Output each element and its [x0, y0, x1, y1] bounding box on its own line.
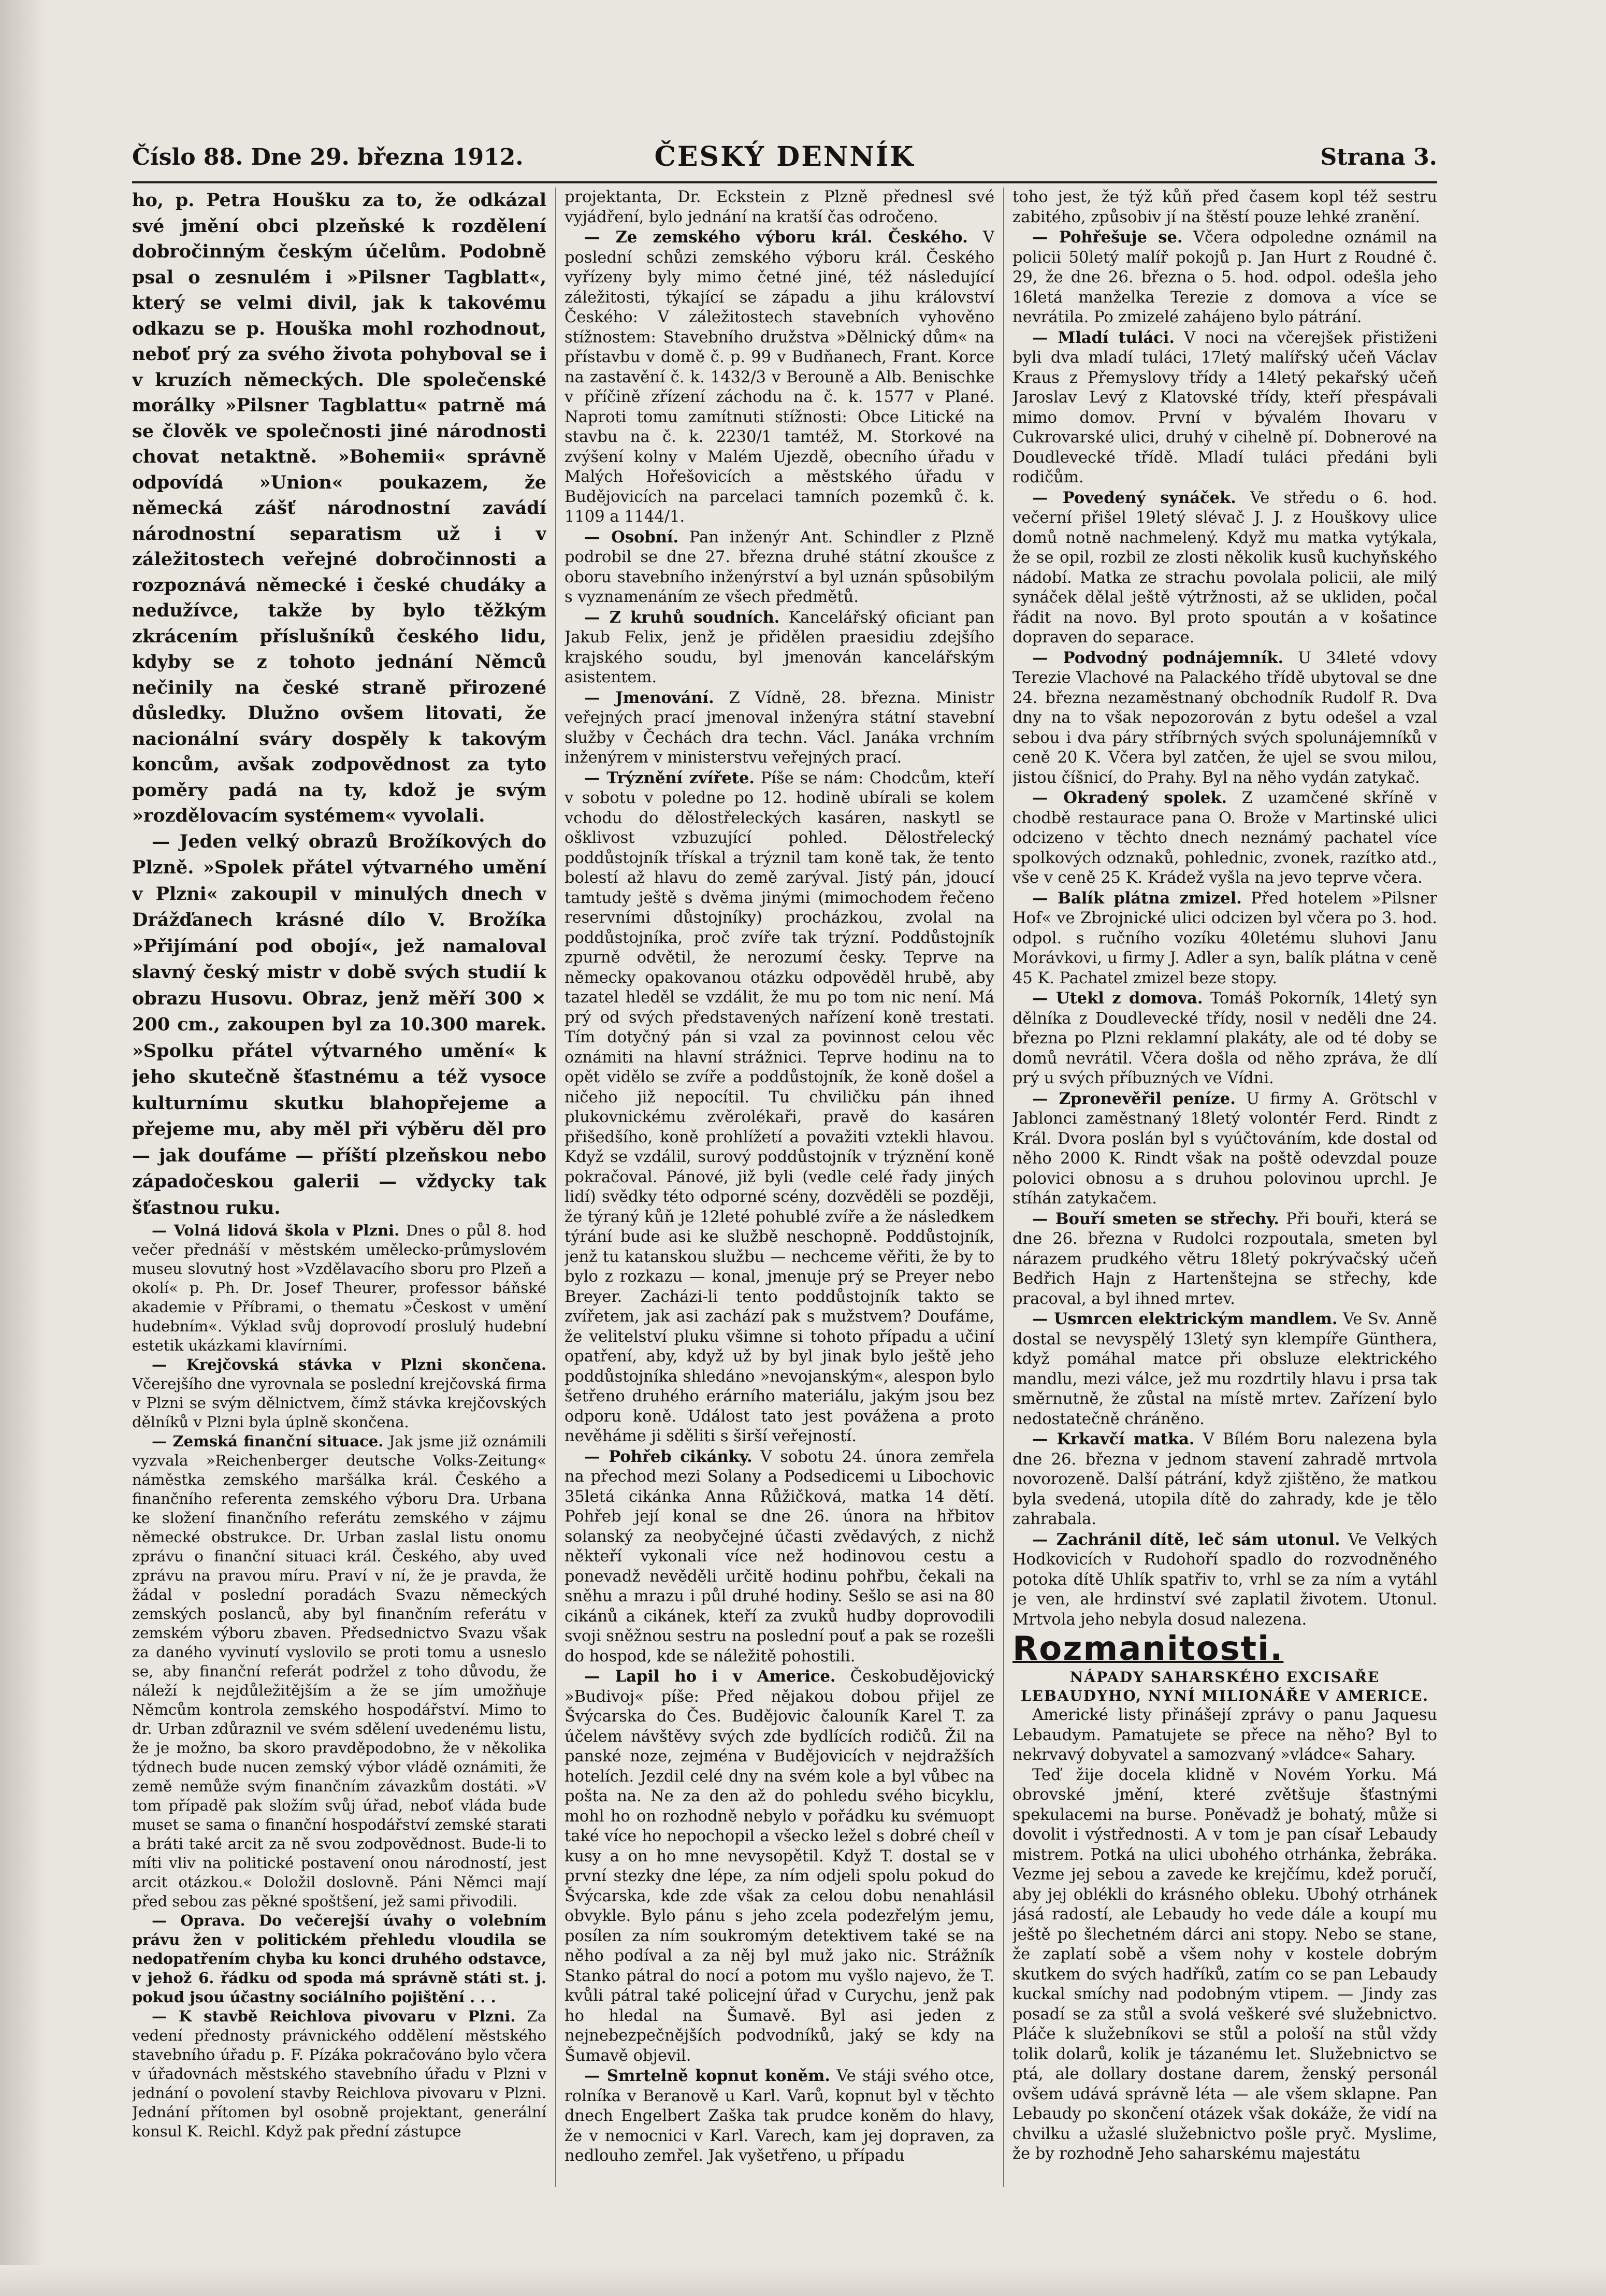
article-paragraph: — Pohřeb cikánky. V sobotu 24. února zemřela na přechod mezi Solany a Podsedicemi u Libochovic 35letá cikánka Anna Růžičková, matka 14 dětí. Pohřeb její konal se dne 26. února na hřbitov solanský za neobyčejné účasti zvědavých, z nichž někteří vykonali více než hodinovou cestu a ponevadž nevěděli určitě hodinu pohřbu, čekali na sněhu a mrazu i půl druhé hodiny. Sešlo se asi na 80 cikánů a cikánek, kteří za zvuků hudby doprovodili svoji sněžnou sestru na poslední pouť a pak se rozešli do hospod, kde se náležitě pohostili. — [565, 1447, 994, 1666]
article-lead: — Jeden velký obrazů Brožíkových do Plzně. — [132, 830, 546, 878]
article-lead: — Ze zemského výboru král. Českého. — [584, 228, 968, 247]
article-lead: — Usmrcen elektrickým mandlem. — [1032, 1310, 1338, 1328]
article-lead: — Lapil ho i v Americe. — [584, 1667, 836, 1686]
article-lead: — Pohřešuje se. — [1032, 228, 1183, 247]
article-paragraph: — Volná lidová škola v Plzni. Dnes o půl 8. hod večer přednáší v městském umělecko-průmyslovém museu slovutný host »Vzdělavacího sboru pro Plzeň a okolí« p. Ph. Dr. Josef Theurer, professor báňské akademie v Příbrami, o thematu »Českost v umění hudebním«. Výklad svůj doprovodí proslulý hudební estetik ukázkami klavírními. — [132, 1222, 546, 1354]
article-paragraph: ho, p. Petra Houšku za to, že odkázal své jmění obci plzeňské k rozdělení dobročinným českým účelům. Podobně psal o zesnulém i »Pilsner Tagblatt«, který se velmi divil, jak k takovému odkazu se p. Houška mohl rozhodnout, neboť prý za svého života pohyboval se i v kruzích německých. Dle společenské morálky »Pilsner Tagblattu« patrně má se člověk ve společnosti jiné národnosti chovat netaktně. »Bohemii« správně odpovídá »Union« poukazem, že německá zášť národnostní zavádí národnostní separatism už i v záležitostech veřejné dobročinnosti a rozpoznává německé i české chudáky a nedužívce, takže by bylo těžkým zkrácením příslušníků českého lidu, kdyby se z tohoto jednání Němců nečinily na české straně přirozené důsledky. Dlužno ovšem litovati, že nacionální sváry dospěly k takovým koncům, avšak zodpovědnost za tyto poměry padá na ty, kdož je svým »rozdělovacím systémem« vyvolali. — [132, 190, 546, 826]
article-paragraph: — Jmenování. Z Vídně, 28. března. Ministr veřejných prací jmenoval inženýra státní stavební služby v Čechách dra techn. Václ. Janáka vrchním inženýrem v ministerstvu veřejných prací. — [565, 688, 994, 767]
article-lead: — Zemská finanční situace. — [152, 1432, 384, 1450]
column-divider — [1003, 188, 1004, 2187]
article-paragraph: — Okradený spolek. Z uzamčené skříně v chodbě restaurace pana O. Brože v Martinské ulici odcizeno v těchto dnech neznámý pachatel více spolkových odznaků, pohlednic, zvonek, razítko atd., vše v ceně 25 K. Krádež vyšla na jevo teprve včera. — [1012, 788, 1437, 887]
article-paragraph: — Trýznění zvířete. Píše se nám: Chodcům, kteří v sobotu v poledne po 12. hodině ubírali se kolem vchodu do dělostřeleckých kasáren, naskytl se ošklivost vzbuzující pohled. Dělostřelecký poddůstojník třískal a trýznil tam koně tak, že tento bolestí až hlavu do země zarýval. Jistý pán, jdoucí tamtudy ještě s dvěma jinými (mimochodem řečeno reservními důstojníky) procházkou, zvolal na poddůstojníka, proč zvíře tak trýzní. Poddůstojník zpurně odvětil, že nerozumí česky. Teprve na německy opakovanou otázku odpověděl hrubě, aby tazatel hleděl se vzdálit, že mu po tom nic není. Má prý od svých představených nařízení koně trestati. Tím dotyčný pán si vzal za povinnost celou věc oznámiti na hlavní strážnici. Teprve hodinu na to opět vidělo se zvíře a poddůstojník, že koně došel a ničeho již nepocítil. Tu chviličku pán ihned plukovnickému zvěrolékaři, pravě do kasáren přišedšího, koně prohlížetí a považiti vztekli hlavou. Když se vzdálil, surový poddůstojník v trýznění koně pokračoval. Pánové, již byli (vedle celé řady jiných lidí) svědky této odporné scény, dozvěděli se později, že týraný kůň je 12leté pohublé zvíře a že následkem týrání bude asi ke službě neschopně. Poddůstojník, jenž tu katanskou službu — nechceme věřiti, že by to bylo z rozkazu — konal, jmenuje prý se Preyer nebo Breyer. Zacházi-li tento poddůstojník takto se zvířetem, jak asi zachází pak s mužstvem? Doufáme, že velitelství pluku všimne si tohoto případu a učiní opatření, aby, když už by byl jinak bylo ještě jeho poddůstojníka shledáno »nevojanským«, alespon bylo šetřeno druhého erárního materiálu, jakým jsou bez odporu koně. Událost tato jest povážena a proto nevěháme ji sděliti s širší veřejností. — [565, 768, 994, 1445]
article-headline: NÁPADY SAHARSKÉHO EXCISAŘE LEBAUDYHO, NYNÍ MILIONÁŘE V AMERICE. — [1020, 1669, 1429, 1704]
article-paragraph: — Zachránil dítě, leč sám utonul. Ve Velkých Hodkovicích v Rudohoří spadlo do rozvodněného potoka dítě Uhlík spatřiv to, vrhl se za ním a vytáhl je ven, ale hrdinství své zaplatil životem. Utonul. Mrtvola jeho nebyla dosud nalezena. — [1012, 1530, 1437, 1629]
scan-edge — [0, 0, 47, 2296]
column-divider — [555, 188, 556, 2187]
article-paragraph: — Bouří smeten se střechy. Při bouři, která se dne 26. března v Rudolci rozpoutala, smeten byl nárazem prudkého větru 18letý pokrývačský učeň Bedřich Hajn z Hartenštejna se střechy, kde pracoval, a byl ihned mrtev. — [1012, 1209, 1437, 1308]
article-paragraph: — Z kruhů soudních. Kancelářský oficiant pan Jakub Felix, jenž je přidělen praesidiu zdejšího krajského soudu, byl jmenován kancelářským asistentem. — [565, 608, 994, 686]
article-paragraph: — Balík plátna zmizel. Před hotelem »Pilsner Hof« ve Zbrojnické ulici odcizen byl včera po 3. hod. odpol. s ručního vozíku 40letému sluhovi Janu Morávkovi, u firmy J. Adler a syn, balík plátna v ceně 45 K. Pachatel zmizel beze stopy. — [1012, 888, 1437, 987]
article-paragraph: — Zpronevěřil peníze. U firmy A. Grötschl v Jablonci zaměstnaný 18letý volontér Ferd. Rindt z Král. Dvora poslán byl s vyúčtováním, kde dostal od něho 2000 K. Rindt však na poště odevzdal pouze polovici obnosu a s druhou polovinou uprchl. Je stíhán zatykačem. — [1012, 1089, 1437, 1208]
article-lead: — Utekl z domova. — [1032, 989, 1203, 1008]
article-lead: — Bouří smeten se střechy. — [1032, 1209, 1279, 1228]
article-paragraph: — Krejčovská stávka v Plzni skončena. Včerejšího dne vyrovnala se poslední krejčovská firma v Plzni se svým dělnictvem, čímž stávka krejčovských dělníků v Plzni byla úplně skončena. — [132, 1356, 546, 1431]
article-paragraph: — Jeden velký obrazů Brožíkových do Plzně. »Spolek přátel výtvarného umění v Plzni« zakoupil v minulých dnech v Drážďanech krásné dílo V. Brožíka »Přijímání pod obojí«, jež namaloval slavný český mistr v době svých studií k obrazu Husovu. Obraz, jenž měří 300 × 200 cm., zakoupen byl za 10.300 marek. »Spolku přátel výtvarného umění« k jeho skutečně šťastnému a též vysoce kulturnímu skutku blahopřejeme a přejeme mu, aby měl při výběru děl pro — jak doufáme — příští plzeňskou nebo západočeskou galerii — vždycky tak šťastnou ruku. — [132, 830, 546, 1218]
newspaper-title: ČESKÝ DENNÍK — [654, 141, 915, 173]
article-paragraph: — Lapil ho i v Americe. Českobudějovický »Budivoj« píše: Před nějakou dobou přijel ze Švýcarska do Čes. Budějovic čalouník Karel T. za účelem návštěvy svých zde bydlících rodičů. Žil na panské noze, zejména v Budějovicích v nejdražších hotelích. Jezdil celé dny na svém kole a byl vůbec na pošta na. Ne za den až do pohledu svého bicyklu, mohl ho on rozhodně nebylo v pořádku ku svémuopt také více ho nepochopil a všecko ležel s dobré cheíl v kusy a on ho mne nevysopětil. Když T. dostal se v první stezky dne lépe, za ním odjeli spolu pokud do Švýcarska, kde zde však za celou dobu nenahlásil obvykle. Bylo pánu s jeho zcela podezřelým jemu, posílen za ním soukromým detektivem také se na něho podíval a za něj byl muž jako nic. Strážník Stanko pátral do nocí a potom mu vyšlo najevo, že T. kvůli pátral také policejní úřad v Curychu, jenž pak ho hledal na Šumavě. Byl asi jeden z nejnebezpečnějších podvodníků, jaký se kdy na Šumavě objevil. — [565, 1667, 994, 2065]
article-lead: — Okradený spolek. — [1032, 788, 1227, 807]
article-paragraph: — Ze zemského výboru král. Českého. V poslední schůzi zemského výboru král. Českého vyřízeny byly mimo četné jiné, též následující záležitosti, týkající se západu a jihu království Českého: V záležitostech stavebních vyhověno stížnostem: Stavebního družstva »Dělnický dům« na přístavbu v domě č. p. 99 v Budňanech, Frant. Korce na zastavění č. k. 1432/3 v Berouně a Alb. Benischke v příčině zřízení záchodu na č. k. 1577 v Plané. Naproti tomu zamítnuti stížnosti: Obce Litické na stavbu na č. k. 2230/1 tamtéž, M. Storkové na zvýšení kolny v Malém Ujezdě, obecního úřadu v Malých Hořešovicích a městského úřadu v Budějovicích na parcelaci tamních pozemků č. k. 1109 a 1144/1. — [565, 228, 994, 526]
article-lead: — Trýznění zvířete. — [584, 768, 755, 787]
article-lead: — Mladí tuláci. — [1032, 328, 1175, 347]
article-paragraph: — Oprava. Do večerejší úvahy o volebním právu žen v politickém přehledu vloudila se nedopatřením chyba ku konci druhého odstavce, v jehož 6. řádku od spoda má správně státi st. j. pokud jsou účastny sociálního pojištění . . . — [132, 1912, 546, 2006]
header-rule — [132, 181, 1437, 183]
article-paragraph: — Zemská finanční situace. Jak jsme již oznámili vyzvala »Reichenberger deutsche Volks-Zeitung« náměstka zemského maršálka král. Českého a finančního referenta zemského výboru Dra. Urbana ke složení finančního referátu zemského v zájmu německé obstrukce. Dr. Urban zaslal listu onomu zprávu o finanční situaci král. Českého, aby uveď zprávu na pravou míru. Praví v ní, že je pravda, že žádal v poslední poradách Svazu německých zemských poslanců, aby byl finančním referátu v zemském výboru zbaven. Předsednictvo Svazu však za daného vyvinutí vyslovilo se proti tomu a usneslo se, aby finanční referát podržel z toho důvodu, že náleží k nejdůležitějším a že se jím umožňuje Němcům kontrola zemského hospodářství. Mimo to dr. Urban zdůraznil ve svém sdělení uvedenému listu, že je možno, ba skoro pravděpodobno, že v několika týdnech bude nucen zemský výbor vládě oznámiti, že země nemůže svým finančním závazkům dostáti. »V tom případě pak složím svůj úřad, neboť vláda bude muset se sama o finanční hospodářství zemské starati a bráti také arcit za ně svou zodpovědnost. Bude-li to míti vliv na politické postavení onou národností, jest arcit otázkou.« Doložil doslovně. Páni Němci mají před sebou zas pěkné spoštšení, jež sami přivodili. — [132, 1432, 546, 1910]
article-lead: — Povedený synáček. — [1032, 488, 1236, 507]
article-lead: — K stavbě Reichlova pivovaru v Plzni. — [152, 2007, 516, 2025]
small-news — [132, 1221, 546, 2141]
article-paragraph: Teď žije docela klidně v Novém Yorku. Má obrovské jmění, které zvětšuje šťastnými spekulacemi na burse. Poněvadž je bohatý, může si dovolit i výstřednosti. A v tom je pan císař Lebaudy mistrem. Potká na ulici ubohého otrhánka, žebráka. Vezme jej sebou a zavede ke krejčímu, kdež poručí, aby jej oblékli do krásného obleku. Ubohý otrhánek jásá radostí, ale Lebaudy ho vede dále a koupí mu ještě po šlechetném dárci ani stopy. Nebo se stane, že zaplatí sobě a všem nohy v kostele dobrým skutkem do svých hadříků, zatím co se pan Lebaudy kuckal smíchy nad podobným vtipem. — Jindy zas posadí se za stůl a svolá veškeré své služebnictvo. Pláče k služebníkovi se stůl a pološí na stůl vždy tolik dolarů, kolik je tázanému let. Služebnictvo se ptá, ale dollary dostane darem, ženský personál ovšem udává správně léta — ale všem sklapne. Pan Lebaudy po skončení otázek však dokáže, že vidí na chvilku a užaslé služebnictvo pošle pryč. Myslime, že by rozhodně Jeho saharskému majestátu — [1012, 1766, 1437, 2163]
section-heading: Rozmanitosti. — [1012, 1630, 1284, 1668]
article-lead: — Zpronevěřil peníze. — [1032, 1089, 1236, 1108]
issue-date: Číslo 88. Dne 29. března 1912. — [132, 144, 524, 170]
article-lead: — Krejčovská stávka v Plzni skončena. — [152, 1356, 546, 1373]
scan-edge-bottom — [0, 2265, 1606, 2296]
article-paragraph: — Utekl z domova. Tomáš Pokorník, 14letý syn dělníka z Doudlevecké třídy, nosil v neděli dne 24. března po Plzni reklamní plakáty, ale od té doby se domů nevrátil. Včera došla od něho zpráva, že dlí prý u svých příbuzných ve Vídni. — [1012, 989, 1437, 1087]
article-paragraph: — K stavbě Reichlova pivovaru v Plzni. Za vedení přednosty právnického oddělení městského stavebního úřadu p. F. Pízáka pokračováno bylo včera v úřadovnách městského stavebního úřadu v Plzni v jednání o povolení stavby Reichlova pivovaru v Plzni. Jednání přítomen byl osobně projektant, generální konsul K. Reichl. Když pak přední zástupce — [132, 2007, 546, 2140]
column-2 — [565, 188, 994, 2187]
article-lead: — Pohřeb cikánky. — [584, 1447, 753, 1466]
masthead — [132, 140, 1437, 180]
page-number: Strana 3. — [1320, 144, 1437, 170]
article-paragraph: — Mladí tuláci. V noci na včerejšek přistiženi byli dva mladí tuláci, 17letý malířský učeň Václav Kraus z Přemyslovy třídy a 14letý pekařský učeň Jaroslav Levý z Klatovské třídy, kteří přespávali mimo domov. První v bývalém Ihovaru v Cukrovarské ulici, druhý v cihelně pí. Dobnerové na Doudlevecké třídě. Mladí tuláci předáni byli rodičům. — [1012, 328, 1437, 486]
article-paragraph: — Pohřešuje se. Včera odpoledne oznámil na policii 50letý malíř pokojů p. Jan Hurt z Roudné č. 29, že dne 26. března o 5. hod. odpol. odešla jeho 16letá manželka Terezie z domova a více se nevrátila. Po zmizelé zahájeno bylo pátrání. — [1012, 228, 1437, 326]
column-1 — [132, 188, 546, 2187]
article-lead: — Oprava. — [152, 1912, 245, 1929]
article-paragraph: — Smrtelně kopnut koněm. Ve stáji svého otce, rolníka v Beranově u Karl. Varů, kopnut byl v těchto dnech Engelbert Zaška tak prudce koněm do hlavy, že v nemocnici v Karl. Varech, kam jej dopraven, za nedlouho zemřel. Jak vyšetřeno, u případu — [565, 2067, 994, 2165]
article-paragraph: — Podvodný podnájemník. U 34leté vdovy Terezie Vlachové na Palackého třídě ubytoval se dne 24. března nezaměstnaný obchodník Rudolf R. Dva dny na to však nepozorován z bytu odešel a vzal sebou i dva páry stříbrných svých spolunájemníků v ceně 20 K. Včera byl zatčen, že ujel se svou milou, jistou číšnicí, do Prahy. Byl na něho vydán zatykač. — [1012, 648, 1437, 787]
article-lead: — Volná lidová škola v Plzni. — [152, 1222, 400, 1239]
article-paragraph: — Osobní. Pan inženýr Ant. Schindler z Plzně podrobil se dne 27. března druhé státní zkoušce z oboru stavebního inženýrství a byl uznán spůsobilým s vyznamenáním ze všech předmětů. — [565, 527, 994, 606]
article-paragraph: — Krkavčí matka. V Bílém Boru nalezena byla dne 26. března v jednom stavení zahradě mrtvola novorozeně. Další pátrání, když zjištěno, že matkou byla svedená, utopila dítě do zahrady, kde je tělo zahrabala. — [1012, 1430, 1437, 1528]
article-paragraph: toho jest, že týž kůň před časem kopl též sestru zabitého, způsobiv jí na štěstí pouze lehké zranění. — [1012, 188, 1437, 226]
article-lead: — Krkavčí matka. — [1032, 1430, 1195, 1448]
article-lead: — Z kruhů soudních. — [584, 608, 780, 627]
article-paragraph: — Usmrcen elektrickým mandlem. Ve Sv. Anně dostal se nevyspělý 13letý syn klempíře Günthera, když pomáhal matce při obsluze elektrického mandlu, mezi válce, jež mu rozdrtily hlavu i prsa tak směrnutně, že zůstal na místě mrtev. Zařízení bylo nedostatečně chráněno. — [1012, 1310, 1437, 1428]
article-lead: — Zachránil dítě, leč sám utonul. — [1032, 1530, 1340, 1549]
article-lead: — Podvodný podnájemník. — [1032, 648, 1284, 667]
column-3 — [1012, 188, 1437, 2187]
article-paragraph: projektanta, Dr. Eckstein z Plzně přednesl své vyjádření, bylo jednání na kratší čas odročeno. — [565, 188, 994, 226]
article-paragraph: — Povedený synáček. Ve středu o 6. hod. večerní přišel 19letý slévač J. J. z Houškovy ulice domů notně nachmelený. Když mu matka vytýkala, že se opil, rozbil ze zlosti několik kusů kuchyňského nádobí. Matka ze strachu povolala policii, ale milý synáček dělal ještě výtržnosti, až se ukliden, počal řádit na novo. Byl proto spoután a v košatince dopraven do separace. — [1012, 488, 1437, 647]
article-lead: — Smrtelně kopnut koněm. — [584, 2067, 831, 2085]
article-lead: — Balík plátna zmizel. — [1032, 888, 1242, 908]
article-paragraph: Americké listy přinášejí zprávy o panu Jaquesu Lebaudym. Pamatujete se přece na něho? Byl to nekrvavý dobyvatel a samozvaný »vládce« Sahary. — [1012, 1706, 1437, 1764]
article-lead: — Jmenování. — [584, 688, 714, 707]
article-lead: — Osobní. — [584, 527, 679, 547]
